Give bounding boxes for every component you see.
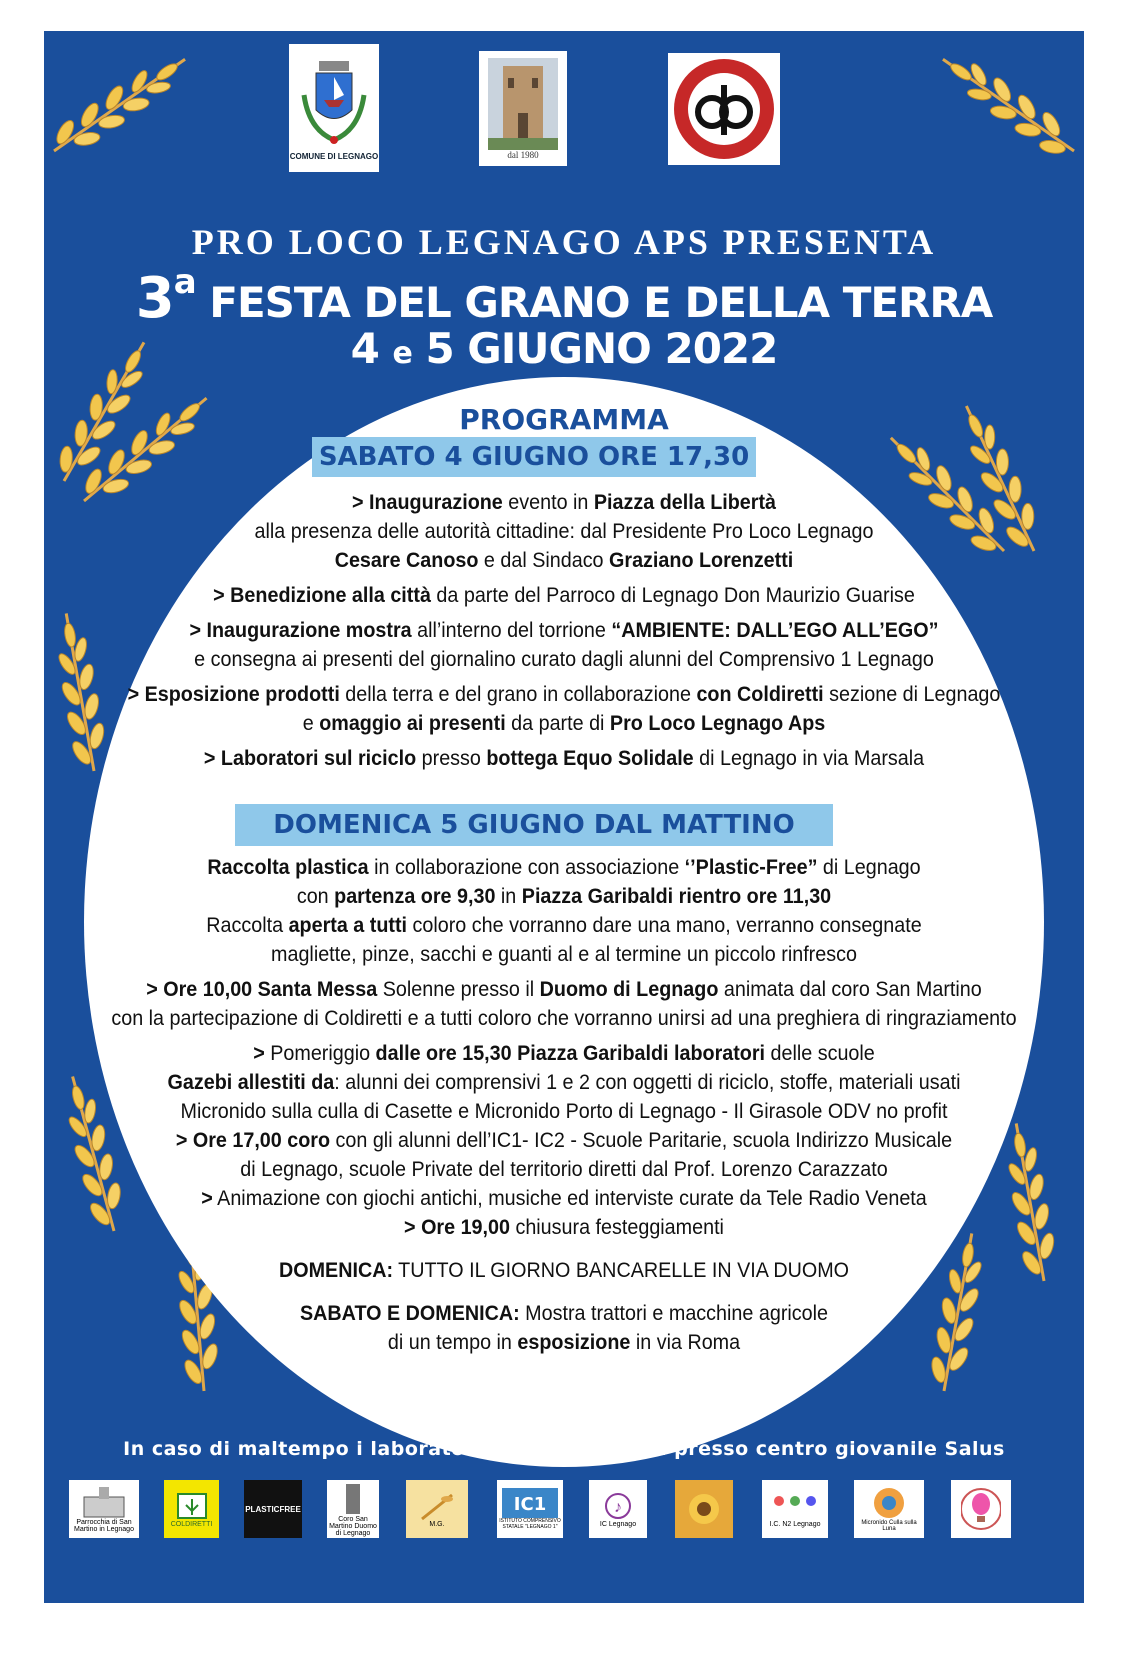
sponsor-ic2	[762, 1480, 828, 1538]
tower-icon	[338, 1482, 368, 1516]
sun-item-micronido: Micronido sulla culla di Casette e Micronido Porto di Legnago - Il Girasole ODV no profit	[180, 1100, 948, 1123]
sponsor-ic-legnago	[589, 1480, 647, 1538]
sponsor-label: COLDIRETTI	[170, 1520, 213, 1528]
sunday-banner: DOMENICA 5 GIUGNO DAL MATTINO	[235, 804, 833, 846]
date-and: e	[392, 336, 412, 371]
sat-item-benedizione: > Benedizione alla città da parte del Parroco di Legnago Don Maurizio Guarise	[213, 584, 915, 607]
weekend-item-trattori: SABATO E DOMENICA: Mostra trattori e macchine agricole	[299, 1302, 828, 1325]
sponsor-coro-san-martino	[327, 1480, 379, 1538]
sun-item-aperta: Raccolta aperta a tutti coloro che vorranno dare una mano, verranno consegnate	[206, 914, 922, 937]
children-icon	[767, 1491, 823, 1521]
date-day-4: 4	[350, 324, 379, 373]
ic1-icon	[502, 1488, 558, 1518]
event-title	[44, 262, 1084, 331]
sat-item-autorita: alla presenza delle autorità cittadine: dal Presidente Pro Loco Legnago	[254, 520, 874, 543]
sat-item-mostra: > Inaugurazione mostra all’interno del torrione “AMBIENTE: DALL’EGO ALL’EGO”	[189, 619, 939, 642]
sponsor-plasticfree	[244, 1480, 302, 1538]
saturday-banner: SABATO 4 GIUGNO ORE 17,30	[312, 437, 756, 477]
sat-item-giornalino: e consegna ai presenti del giornalino curato dagli alunni del Comprensivo 1 Legnago	[194, 648, 934, 671]
weather-note: In caso di maltempo i laboratori saranno esposti presso centro giovanile Salus	[123, 1438, 1005, 1460]
programma-heading: PROGRAMMA	[459, 403, 669, 436]
sun-item-animazione: > Animazione con giochi antichi, musiche ed interviste curate da Tele Radio Veneta	[201, 1187, 927, 1210]
sun-item-bancarelle: DOMENICA: TUTTO IL GIORNO BANCARELLE IN VIA DUOMO	[279, 1259, 849, 1282]
sunday-program	[75, 853, 1053, 1357]
sponsor-label: PLASTICFREE	[245, 1504, 301, 1514]
sponsor-label: M.G.	[429, 1520, 445, 1528]
sponsor-coldiretti	[164, 1480, 219, 1538]
sun-item-partenza: con partenza ore 9,30 in Piazza Garibaldi rientro ore 11,30	[296, 885, 832, 908]
sponsor-label: Parrocchia di San Martino in Legnago	[74, 1519, 134, 1533]
sun-item-partecipazione: con la partecipazione di Coldiretti e a tutti coloro che vorranno unirsi ad una preghiera di ringraziamento	[111, 1007, 1017, 1030]
sat-item-inaugurazione: > Inaugurazione evento in Piazza della Libertà	[351, 491, 777, 514]
sun-item-scuole: di Legnago, scuole Private del territorio diretti dal Prof. Lorenzo Carazzato	[240, 1158, 888, 1181]
sun-item-magliette: magliette, pinze, sacchi e guanti al e al termine un piccolo rinfresco	[271, 943, 857, 966]
tower-icon	[488, 58, 558, 150]
edition-number: 3	[135, 266, 174, 331]
sat-item-omaggio: e omaggio ai presenti da parte di Pro Loco Legnago Aps	[302, 712, 826, 735]
pro-loco-seal-icon	[672, 57, 776, 161]
tower-caption: dal 1980	[507, 149, 539, 160]
sun-item-gazebi: Gazebi allestiti da: alunni dei comprensivi 1 e 2 con oggetti di riciclo, stoffe, materiali usati	[167, 1071, 961, 1094]
sponsor-label: ISTITUTO COMPRENSIVO STATALE "LEGNAGO 1"	[499, 1518, 561, 1530]
sponsor-girasole	[675, 1480, 733, 1538]
micronido-icon	[864, 1486, 914, 1520]
edition-superscript: a	[173, 262, 196, 302]
sponsor-label: I.C. N2 Legnago	[769, 1520, 821, 1528]
comune-caption: COMUNE DI LEGNAGO	[289, 152, 379, 161]
sunflower-icon	[684, 1489, 724, 1529]
sat-item-laboratori: > Laboratori sul riciclo presso bottega Equo Solidale di Legnago in via Marsala	[203, 747, 925, 770]
presenter-line: PRO LOCO LEGNAGO APS PRESENTA	[191, 222, 937, 262]
sun-item-raccolta: Raccolta plastica in collaborazione con associazione ‘’Plastic-Free” di Legnago	[207, 856, 921, 879]
sun-item-chiusura: > Ore 19,00 chiusura festeggiamenti	[404, 1216, 724, 1239]
sponsor-parrocchia	[69, 1480, 139, 1538]
sun-item-coro: > Ore 17,00 coro con gli alunni dell’IC1- IC2 - Scuole Paritarie, scuola Indirizzo Musicale	[175, 1129, 953, 1152]
sponsor-label: IC Legnago	[599, 1520, 637, 1528]
sponsor-label: Coro San Martino Duomo di Legnago	[329, 1515, 377, 1537]
hot-air-balloon-icon	[961, 1486, 1001, 1532]
sponsor-mg	[406, 1480, 468, 1538]
sun-item-pomeriggio: > Pomeriggio dalle ore 15,30 Piazza Garibaldi laboratori delle scuole	[253, 1042, 875, 1065]
coat-of-arms-icon	[299, 55, 369, 150]
church-icon	[79, 1485, 129, 1519]
comune-di-legnago-logo	[289, 44, 379, 172]
date-year: 2022	[664, 324, 778, 373]
unpli-pro-loco-logo	[668, 53, 780, 165]
event-title-text: FESTA DEL GRANO E DELLA TERRA	[209, 278, 993, 327]
svg-text:♪: ♪	[614, 1498, 622, 1516]
svg-text:IC1: IC1	[513, 1494, 547, 1515]
sponsor-micronido	[854, 1480, 924, 1538]
sat-item-esposizione: > Esposizione prodotti della terra e del grano in collaborazione con Coldiretti sezione di Legnago	[127, 683, 1001, 706]
weekend-item-esposizione: di un tempo in esposizione in via Roma	[387, 1331, 741, 1354]
coldiretti-icon	[175, 1491, 209, 1521]
saturday-program	[75, 488, 1053, 773]
sponsor-label: Micronido Culla sulla Luna	[861, 1520, 917, 1532]
torrione-logo	[479, 51, 567, 166]
date-day-5: 5 GIUGNO	[425, 324, 651, 373]
event-poster	[44, 31, 1084, 1603]
event-dates	[44, 324, 1084, 373]
wheat-icon	[417, 1491, 457, 1521]
sponsor-balloon	[951, 1480, 1011, 1538]
sun-item-messa: > Ore 10,00 Santa Messa Solenne presso il Duomo di Legnago animata dal coro San Martino	[146, 978, 982, 1001]
sponsor-ic1	[497, 1480, 563, 1538]
sat-item-presidenti: Cesare Canoso e dal Sindaco Graziano Lorenzetti	[334, 549, 794, 572]
music-note-icon	[603, 1491, 633, 1521]
